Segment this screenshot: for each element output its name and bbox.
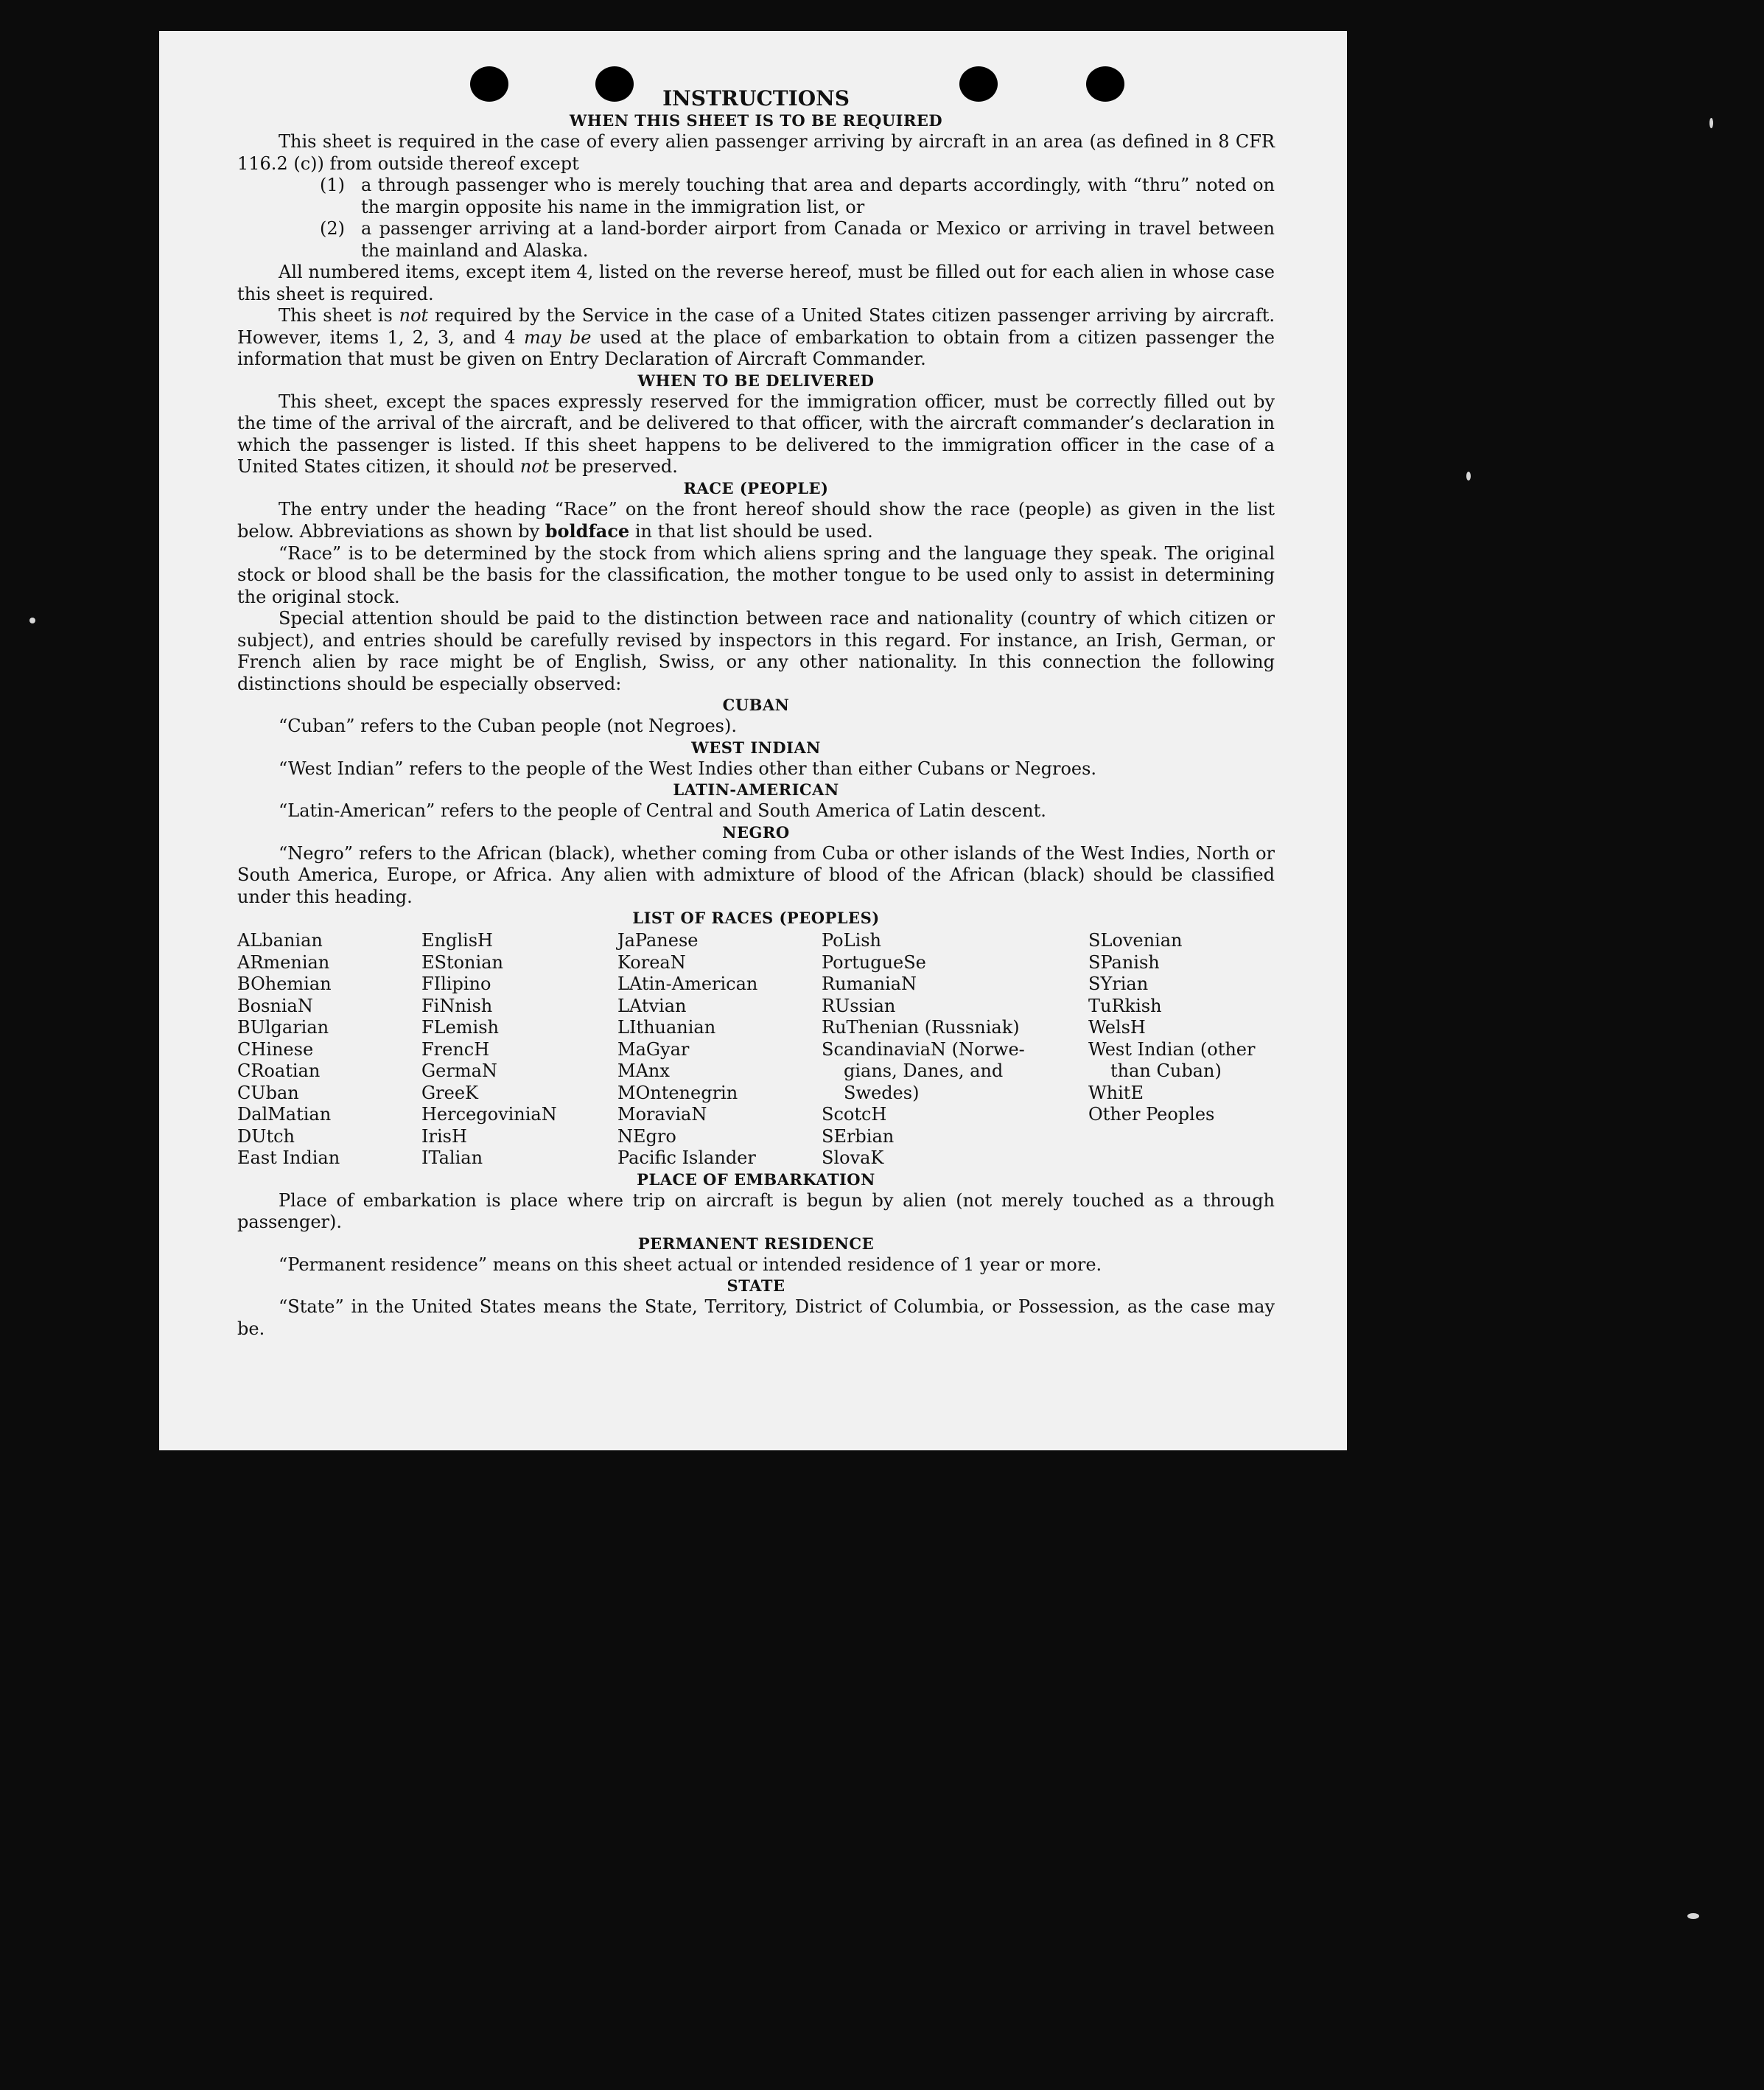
races-column-5 [1088, 930, 1275, 1170]
instruction-sheet [159, 31, 1347, 1450]
race-entry-continued: Swedes) [844, 1082, 920, 1103]
races-column-2 [421, 930, 617, 1170]
heading-race: RACE (PEOPLE) [683, 478, 829, 497]
race-para-2: “Race” is to be determined by the stock from which aliens spring and the language they speak. The original stock or blood shall be the basis for the classification, the mother tongue to be used only to assist in determining the original stock. [237, 542, 1275, 607]
races-column-4 [822, 930, 1088, 1170]
race-entry: ALbanian [237, 930, 323, 951]
race-entry: DalMatian [237, 1104, 332, 1125]
race-entry: MaGyar [617, 1038, 690, 1060]
bold-word: boldface [545, 520, 630, 542]
race-entry: Other Peoples [1088, 1104, 1215, 1125]
latin-american-text: “Latin-American” refers to the people of Central and South America of Latin descent. [279, 800, 1046, 821]
cuban-text: “Cuban” refers to the Cuban people (not Negroes). [279, 716, 737, 736]
race-entry: BUlgarian [237, 1017, 329, 1038]
heading-races-list: LIST OF RACES (PEOPLES) [632, 909, 880, 927]
races-column-3 [617, 930, 822, 1170]
document-body [237, 87, 1275, 1340]
race-entry: JaPanese [617, 930, 699, 951]
race-entry: MAnx [617, 1060, 670, 1081]
emphasis: not [519, 456, 550, 477]
exception-item-1 [237, 175, 1275, 218]
west-indian-text: “West Indian” refers to the people of the West Indies other than either Cubans or Negroes. [279, 758, 1097, 779]
race-entry: LIthuanian [617, 1017, 716, 1038]
race-entry: EStonian [421, 951, 503, 973]
race-entry: RuThenian (Russniak) [822, 1017, 1020, 1038]
race-entry: PoLish [822, 930, 882, 951]
race-entry: CUban [237, 1082, 299, 1103]
race-entry: ITalian [421, 1147, 483, 1168]
race-entry: SPanish [1088, 951, 1160, 973]
scan-speck [29, 618, 35, 623]
race-entry: FiNnish [421, 995, 493, 1016]
races-list [237, 930, 1275, 1170]
race-para-1 [237, 499, 1275, 543]
race-entry: DUtch [237, 1125, 295, 1147]
text-run: used at the place of embarkation to obtain from a citizen passenger the information that must be given on Entry Declaration of Aircraft Commander. [237, 326, 1275, 369]
page-title: INSTRUCTIONS [662, 86, 850, 111]
race-entry: LAtin-American [617, 974, 758, 994]
emphasis: not [399, 305, 429, 326]
text-run: This sheet, except the spaces expressly reserved for the immigration officer, must be correctly filled out by the time of the arrival of the aircraft, and be delivered to that officer, with the aircraft commander’s declaration in which the passenger is listed. If this sheet happens to be delivered to the immigration officer in the case of a United States citizen, it should [237, 391, 1275, 477]
race-para-3: Special attention should be paid to the distinction between race and nationality (country of which citizen or subject), and entries should be carefully revised by inspectors in this regard. For instance, an Irish, German, or French alien by race might be of English, Swiss, or any other nationality. In this connection the following distinctions should be especially observed: [237, 608, 1275, 694]
scan-speck [1466, 472, 1471, 480]
race-entry: CHinese [237, 1038, 314, 1060]
race-entry: RumaniaN [822, 974, 917, 994]
item-text: a passenger arriving at a land-border airport from Canada or Mexico or arriving in travel between the mainland and Alaska. [361, 218, 1275, 261]
race-entry: Pacific Islander [617, 1147, 756, 1168]
race-entry: SYrian [1088, 974, 1149, 994]
heading-cuban: CUBAN [722, 696, 790, 714]
race-entry: FrencH [421, 1038, 490, 1060]
race-entry: RUssian [822, 995, 896, 1016]
embarkation-text: Place of embarkation is place where trip on aircraft is begun by alien (not merely touched as a through passenger). [237, 1189, 1275, 1232]
heading-west-indian: WEST INDIAN [691, 738, 821, 757]
scan-speck [1687, 1913, 1699, 1919]
race-entry: LAtvian [617, 995, 687, 1016]
heading-when-required: WHEN THIS SHEET IS TO BE REQUIRED [569, 111, 943, 130]
text-run: in that list should be used. [629, 521, 873, 542]
race-entry: ScotcH [822, 1104, 887, 1125]
race-entry: GreeK [421, 1082, 478, 1103]
required-para-3 [237, 305, 1275, 371]
race-entry: GermaN [421, 1060, 497, 1081]
heading-embarkation: PLACE OF EMBARKATION [637, 1170, 875, 1189]
text-run: The entry under the heading “Race” on the front hereof should show the race (people) as given in the list below. Abbreviations as shown by [237, 498, 1275, 542]
item-text: a through passenger who is merely touching that area and departs accordingly, with “thru” noted on the margin opposite his name in the immigration list, or [361, 175, 1275, 217]
race-entry: WelsH [1088, 1017, 1146, 1038]
delivered-text [237, 391, 1275, 478]
scan-speck [1709, 118, 1713, 128]
race-entry: SLovenian [1088, 930, 1183, 951]
race-entry: EnglisH [421, 930, 493, 951]
state-text: “State” in the United States means the State, Territory, District of Columbia, or Possession, as the case may be. [237, 1296, 1275, 1339]
race-entry: CRoatian [237, 1060, 321, 1081]
heading-negro: NEGRO [722, 822, 790, 842]
race-entry: TuRkish [1088, 995, 1162, 1016]
race-entry: East Indian [237, 1147, 340, 1168]
residence-text: “Permanent residence” means on this sheet actual or intended residence of 1 year or more. [279, 1254, 1102, 1275]
race-entry-continued: than Cuban) [1110, 1060, 1222, 1081]
required-intro: This sheet is required in the case of every alien passenger arriving by aircraft in an area (as defined in 8 CFR 116.2 (c)) from outside thereof except [237, 131, 1275, 174]
text-run: required by the Service in the case of a United States citizen passenger arriving by aircraft. However, items 1, 2, 3, and 4 [237, 305, 1275, 348]
item-number: (2) [320, 218, 345, 239]
text-run: This sheet is [279, 305, 399, 326]
race-entry: MoraviaN [617, 1104, 707, 1125]
race-entry: HercegoviniaN [421, 1104, 557, 1125]
race-entry: West Indian (other [1088, 1038, 1256, 1060]
race-entry: MOntenegrin [617, 1082, 738, 1103]
race-entry: SErbian [822, 1125, 895, 1147]
race-entry: IrisH [421, 1125, 467, 1147]
race-entry: PortugueSe [822, 951, 926, 973]
heading-when-delivered: WHEN TO BE DELIVERED [637, 371, 875, 390]
heading-permanent-residence: PERMANENT RESIDENCE [637, 1234, 875, 1253]
heading-state: STATE [727, 1276, 785, 1295]
exception-item-2 [237, 218, 1275, 262]
races-column-1 [237, 930, 421, 1170]
required-para-2: All numbered items, except item 4, listed on the reverse hereof, must be filled out for each alien in whose case this sheet is required. [237, 262, 1275, 304]
heading-latin-american: LATIN-AMERICAN [673, 780, 839, 799]
race-entry: BOhemian [237, 974, 332, 994]
negro-text: “Negro” refers to the African (black), whether coming from Cuba or other islands of the West Indies, North or South America, Europe, or Africa. Any alien with admixture of blood of the African (black) should be classified under this heading. [237, 842, 1275, 907]
race-entry: KoreaN [617, 951, 686, 973]
race-entry: SlovaK [822, 1147, 884, 1168]
race-entry: ScandinaviaN (Norwe- [822, 1038, 1025, 1060]
race-entry: BosniaN [237, 995, 313, 1016]
race-entry: FLemish [421, 1017, 499, 1038]
race-entry: FIlipino [421, 974, 491, 994]
race-entry-continued: gians, Danes, and [844, 1060, 1004, 1081]
race-entry: NEgro [617, 1125, 676, 1147]
race-entry: WhitE [1088, 1082, 1144, 1103]
text-run: be preserved. [549, 456, 678, 477]
item-number: (1) [320, 175, 345, 195]
race-entry: ARmenian [237, 951, 330, 973]
emphasis: may be [523, 326, 592, 348]
